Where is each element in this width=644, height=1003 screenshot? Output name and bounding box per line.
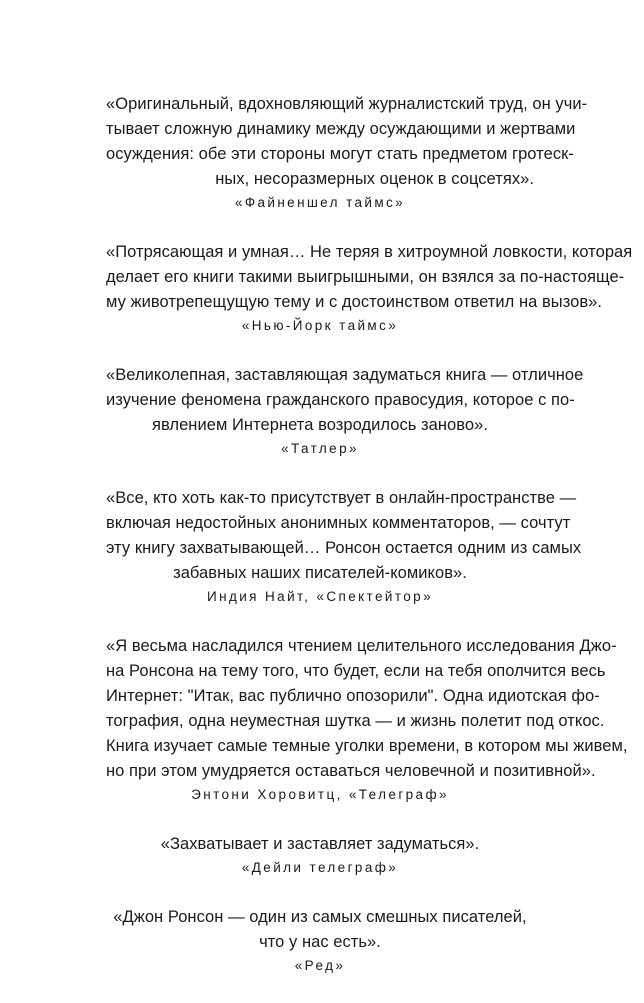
review-quote: [106, 486, 582, 586]
praise-page: [106, 92, 633, 1003]
quote-line: делает его книги такими выигрышными, он взялся за по-настояще-: [106, 268, 625, 286]
review-blurb: [106, 905, 534, 977]
quote-line: «Захватывает и заставляет задуматься».: [160, 835, 480, 853]
review-source: Энтони Хоровитц, «Телеграф»: [191, 787, 449, 802]
review-source: «Нью-Йорк таймс»: [241, 318, 399, 333]
review-quote: [106, 905, 534, 955]
quote-line: включая недостойных анонимных комментаторов, — сочтут: [106, 514, 571, 532]
quote-line: что у нас есть».: [259, 933, 381, 951]
quote-line: но при этом умудряется оставаться человечной и позитивной».: [106, 762, 596, 780]
quote-line: тывает сложную динамику между осуждающими и жертвами: [106, 120, 576, 138]
review-blurb: [106, 240, 633, 337]
review-quote: [106, 634, 628, 784]
review-source: «Татлер»: [281, 441, 359, 456]
review-blurb: [106, 486, 582, 608]
quote-line: на Ронсона на тему того, что будет, если на тебя ополчится весь: [106, 662, 606, 680]
quote-line: ных, несоразмерных оценок в соцсетях».: [215, 170, 534, 188]
review-quote: [106, 363, 584, 438]
review-blurb: [106, 832, 534, 879]
quote-line: «Все, кто хоть как-то присутствует в онлайн-пространстве —: [106, 489, 577, 507]
quote-line: «Джон Ронсон — один из самых смешных писателей,: [113, 908, 527, 926]
quote-line: тография, одна неуместная шутка — и жизнь полетит под откос.: [106, 712, 605, 730]
review-source: «Дейли телеграф»: [241, 860, 399, 875]
quote-line: «Потрясающая и умная… Не теряя в хитроумной ловкости, которая: [106, 243, 633, 261]
review-quote: [106, 240, 633, 315]
quote-line: забавных наших писателей-комиков».: [173, 564, 467, 582]
review-source: «Файненшел таймс»: [234, 195, 406, 210]
quote-line: изучение феномена гражданского правосудия, которое с по-: [106, 391, 575, 409]
review-quote: [106, 92, 588, 192]
quote-line: Книга изучает самые темные уголки времени, в котором мы живем,: [106, 737, 628, 755]
review-blurb: [106, 363, 584, 460]
quote-line: «Оригинальный, вдохновляющий журналистский труд, он учи-: [106, 95, 588, 113]
review-source: Индия Найт, «Спектейтор»: [207, 589, 433, 604]
quote-line: «Я весьма насладился чтением целительного исследования Джо-: [106, 637, 617, 655]
review-source: «Ред»: [294, 958, 346, 973]
quote-line: му животрепещущую тему и с достоинством ответил на вызов».: [106, 293, 603, 311]
quote-line: Интернет: "Итак, вас публично опозорили". Одна идиотская фо-: [106, 687, 600, 705]
quote-line: эту книгу захватывающей… Ронсон остается одним из самых: [106, 539, 582, 557]
quote-line: явлением Интернета возродилось заново».: [151, 416, 489, 434]
review-blurb: [106, 92, 588, 214]
quote-line: «Великолепная, заставляющая задуматься книга — отличное: [106, 366, 584, 384]
quote-line: осуждения: обе эти стороны могут стать предметом гротеск-: [106, 145, 574, 163]
review-blurb: [106, 634, 628, 806]
review-quote: [106, 832, 534, 857]
